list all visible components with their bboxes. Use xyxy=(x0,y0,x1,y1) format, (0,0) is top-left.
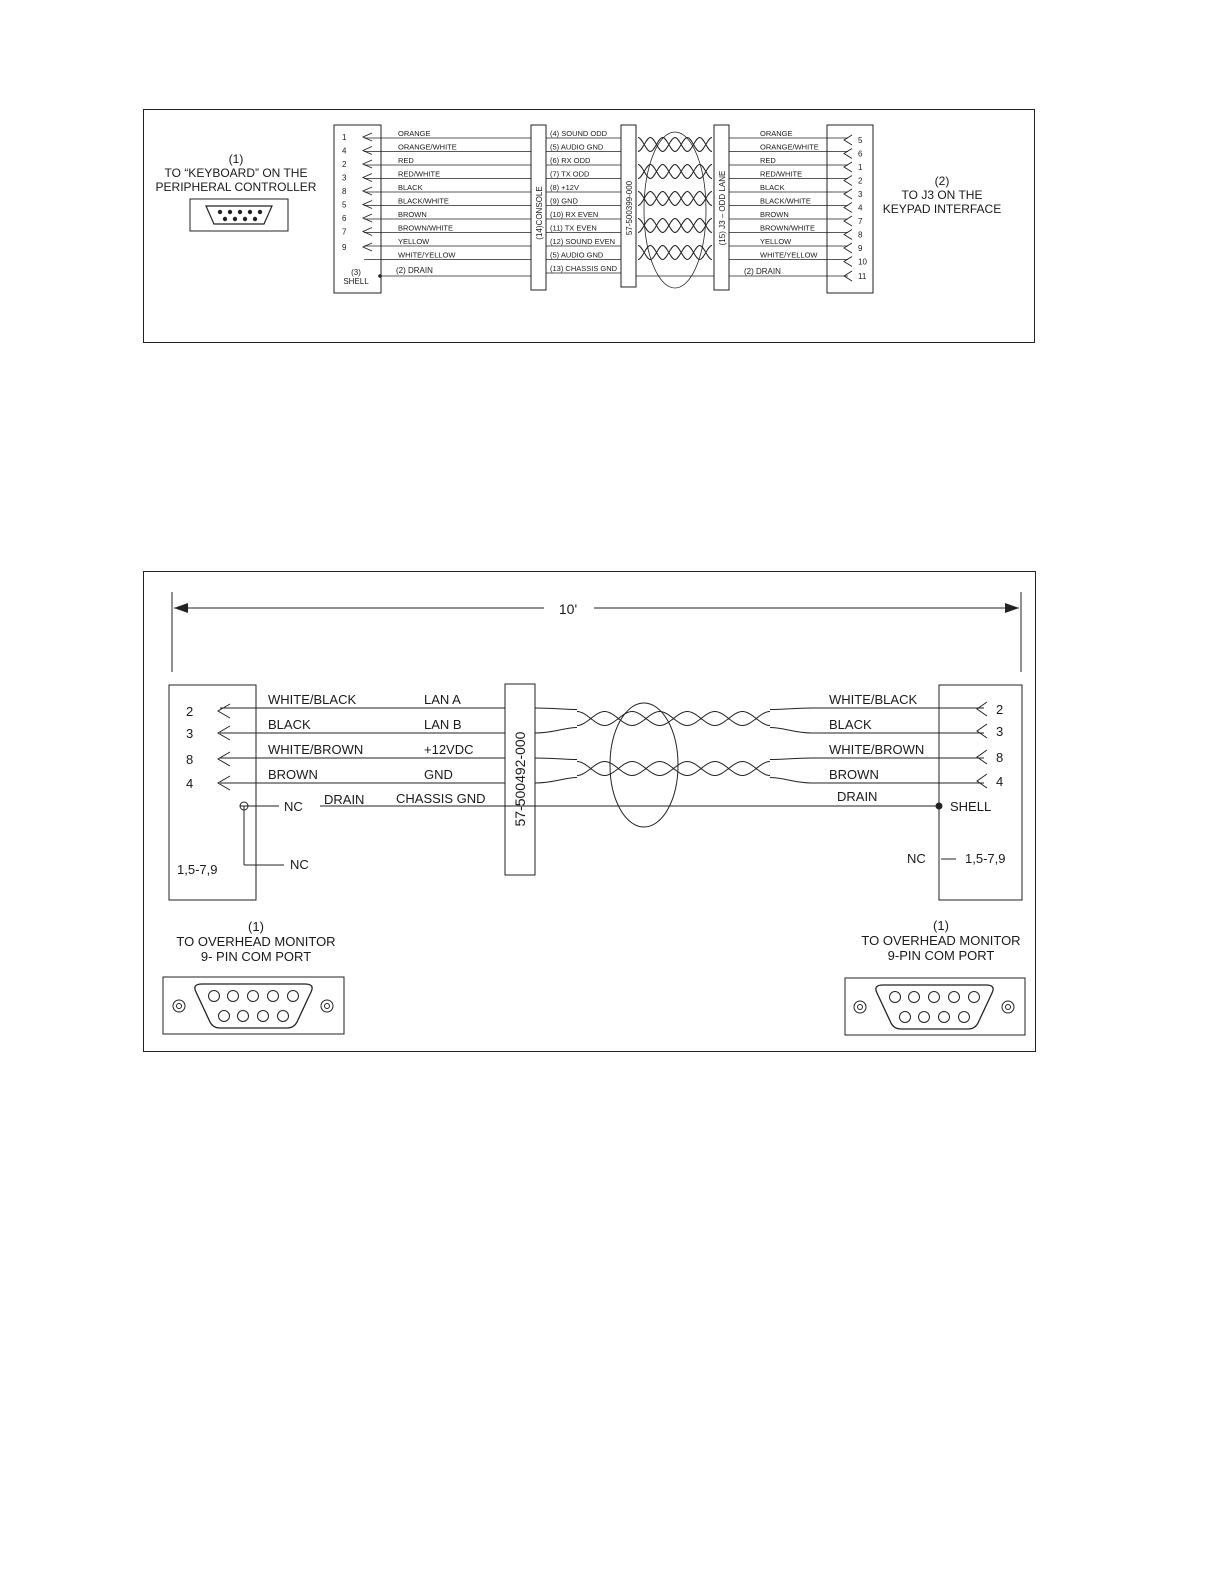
signal-label: (10) RX EVEN xyxy=(550,210,599,219)
lane-label: (15) J3 – ODD LANE xyxy=(718,170,727,246)
right-pin-number: 2 xyxy=(996,702,1004,717)
signal-label: (6) RX ODD xyxy=(550,156,591,165)
pin-arrow-icon xyxy=(363,174,372,182)
shield-ellipse xyxy=(644,132,706,288)
right-pin-number: 6 xyxy=(858,149,863,159)
right-db9-number: (1) xyxy=(933,918,949,933)
pin-arrow-icon xyxy=(977,702,987,716)
right-pin-number: 10 xyxy=(858,257,867,267)
left-db9-connector-icon xyxy=(163,977,344,1034)
twisted-pair xyxy=(577,762,770,776)
right-wire-color-label: BLACK/WHITE xyxy=(760,196,811,206)
pin-arrow-icon xyxy=(844,162,852,172)
pin-arrow-icon xyxy=(218,704,230,718)
pin-arrow-icon xyxy=(844,203,852,213)
twisted-pair xyxy=(638,192,712,206)
right-drain-label: DRAIN xyxy=(837,789,878,804)
left-wire-color-label: RED/WHITE xyxy=(398,169,441,179)
keyboard-cable-schematic xyxy=(144,110,1034,342)
pin-arrow-icon xyxy=(218,752,230,766)
right-connector-label-line1: TO J3 ON THE xyxy=(901,188,983,202)
right-pin-number: 3 xyxy=(996,724,1004,739)
signal-label: +12VDC xyxy=(424,742,474,757)
left-wire-color-label: YELLOW xyxy=(398,237,430,246)
pin-arrow-icon xyxy=(363,201,372,209)
right-wire-color-label: RED xyxy=(760,156,776,165)
pair-lead xyxy=(770,778,812,784)
left-connector-number: (1) xyxy=(228,152,244,166)
left-pin-number: 4 xyxy=(186,776,194,791)
shell-number: (3) xyxy=(351,268,361,277)
left-connector-label-line1: TO “KEYBOARD” ON THE xyxy=(164,166,308,180)
left-pin-number: 3 xyxy=(342,173,347,183)
pair-lead xyxy=(770,728,812,734)
right-db9-label-line1: TO OVERHEAD MONITOR xyxy=(861,933,1021,948)
right-wire-color-label: BROWN xyxy=(760,210,789,219)
left-db9-label-line2: 9- PIN COM PORT xyxy=(200,949,312,964)
shell-label: SHELL xyxy=(950,799,992,814)
overhead-monitor-cable-schematic xyxy=(144,572,1035,1051)
right-wire-color-label: BROWN/WHITE xyxy=(760,223,815,233)
left-wire-color-label: BLACK xyxy=(268,717,311,732)
pair-lead xyxy=(770,708,812,710)
left-pin-number: 8 xyxy=(186,752,194,767)
left-nc-label: NC xyxy=(284,799,303,814)
right-nc-label: NC xyxy=(907,851,926,866)
right-connector-label-line2: KEYPAD INTERFACE xyxy=(882,202,1002,216)
right-pin-number: 4 xyxy=(858,203,863,213)
right-pin-number: 8 xyxy=(996,750,1004,765)
left-wire-color-label: BLACK/WHITE xyxy=(398,196,449,206)
left-pin-number: 2 xyxy=(186,704,194,719)
right-wire-color-label: WHITE/BLACK xyxy=(829,692,918,707)
pair-lead xyxy=(535,728,577,734)
left-wire-color-label: WHITE/BLACK xyxy=(268,692,357,707)
right-arrow-icon xyxy=(1005,603,1019,613)
part-number-label: 57-500492-000 xyxy=(512,731,528,827)
chassis-gnd-label: CHASSIS GND xyxy=(396,791,486,806)
pin-arrow-icon xyxy=(363,147,372,155)
right-pin-number: 2 xyxy=(858,176,863,186)
signal-label: (4) SOUND ODD xyxy=(550,129,608,138)
signal-label: GND xyxy=(424,767,453,782)
right-wire-color-label: BLACK xyxy=(760,183,785,192)
left-wire-color-label: BROWN xyxy=(398,210,427,219)
right-drain-label: (2) DRAIN xyxy=(744,267,781,276)
pin-arrow-icon xyxy=(363,228,372,236)
pin-arrow-icon xyxy=(844,243,852,253)
pin-arrow-icon xyxy=(844,216,852,226)
right-wire-color-label: ORANGE xyxy=(760,129,793,138)
pin-arrow-icon xyxy=(844,257,852,267)
signal-label: (13) CHASSIS GND xyxy=(550,264,618,273)
left-wire-color-label: WHITE/BROWN xyxy=(268,742,364,757)
right-wire-color-label: RED/WHITE xyxy=(760,169,803,179)
right-wire-color-label: BLACK xyxy=(829,717,872,732)
left-pin-number: 4 xyxy=(342,146,347,156)
pin-arrow-icon xyxy=(977,724,987,738)
right-connector-block xyxy=(939,685,1022,900)
right-pin-number: 1 xyxy=(858,163,863,172)
left-pin-number: 5 xyxy=(342,200,347,210)
left-pin-number: 7 xyxy=(342,227,347,237)
right-wire-color-label: ORANGE/WHITE xyxy=(760,142,819,152)
signal-label: LAN A xyxy=(424,692,461,707)
right-db9-label-line2: 9-PIN COM PORT xyxy=(887,948,995,963)
left-pin-number: 9 xyxy=(342,243,347,252)
left-pin-number: 8 xyxy=(342,187,347,196)
right-pin-number: 5 xyxy=(858,136,863,145)
signal-label: (9) GND xyxy=(550,196,578,206)
signal-label: (11) TX EVEN xyxy=(550,223,597,233)
signal-label: (5) AUDIO GND xyxy=(550,142,604,152)
twisted-pair xyxy=(638,219,712,233)
pair-lead xyxy=(535,778,577,784)
right-pin-number: 4 xyxy=(996,774,1004,789)
length-label: 10' xyxy=(558,601,578,617)
pin-arrow-icon xyxy=(977,774,987,788)
pin-arrow-icon xyxy=(844,176,852,186)
shell-label: SHELL xyxy=(343,277,369,286)
twisted-pair xyxy=(638,138,712,152)
pin-arrow-icon xyxy=(363,243,372,251)
overhead-monitor-cable-diagram xyxy=(143,571,1036,1052)
pin-arrow-icon xyxy=(844,149,852,159)
right-pin-number: 9 xyxy=(858,244,863,253)
pin-arrow-icon xyxy=(363,214,372,222)
left-wire-color-label: RED xyxy=(398,156,414,165)
pin-arrow-icon xyxy=(844,189,852,199)
right-wire-color-label: WHITE/BROWN xyxy=(829,742,925,757)
pair-lead xyxy=(535,758,577,760)
db9-connector-icon xyxy=(190,199,288,231)
left-drain-label: DRAIN xyxy=(324,792,365,807)
twisted-pair xyxy=(577,712,770,726)
left-wire-color-label: ORANGE/WHITE xyxy=(398,142,457,152)
left-db9-number: (1) xyxy=(248,919,264,934)
pin-arrow-icon xyxy=(844,230,852,240)
pin-arrow-icon xyxy=(363,133,372,141)
left-wire-color-label: BROWN xyxy=(268,767,318,782)
signal-label: (5) AUDIO GND xyxy=(550,250,604,260)
left-db9-label-line1: TO OVERHEAD MONITOR xyxy=(176,934,336,949)
left-connector-label-line2: PERIPHERAL CONTROLLER xyxy=(155,180,317,194)
left-pin-number: 3 xyxy=(186,726,194,741)
right-wire-color-label: YELLOW xyxy=(760,237,792,246)
left-wire-color-label: WHITE/YELLOW xyxy=(398,250,456,260)
pair-lead xyxy=(770,758,812,760)
right-wire-color-label: WHITE/YELLOW xyxy=(760,250,818,260)
right-connector-number: (2) xyxy=(934,174,950,188)
signal-label: LAN B xyxy=(424,717,462,732)
right-shell-node xyxy=(936,803,943,810)
right-pin-number: 7 xyxy=(858,217,863,226)
left-nc-label-2: NC xyxy=(290,857,309,872)
signal-label: (8) +12V xyxy=(550,183,579,192)
left-drain-label: (2) DRAIN xyxy=(396,266,433,275)
pair-lead xyxy=(535,708,577,710)
length-dimension xyxy=(172,592,1021,672)
right-wire-color-label: BROWN xyxy=(829,767,879,782)
pin-arrow-icon xyxy=(363,187,372,195)
right-other-pins: 1,5-7,9 xyxy=(965,851,1006,866)
left-pin-number: 6 xyxy=(342,214,347,223)
left-other-pins: 1,5-7,9 xyxy=(177,862,218,877)
pin-arrow-icon xyxy=(844,135,852,145)
right-db9-connector-icon xyxy=(845,978,1025,1035)
signal-label: (12) SOUND EVEN xyxy=(550,237,616,246)
keyboard-cable-diagram xyxy=(143,109,1035,343)
console-label: (14)CONSOLE xyxy=(535,186,544,240)
left-pin-number: 2 xyxy=(342,160,347,169)
left-wire-color-label: BROWN/WHITE xyxy=(398,223,453,233)
left-pin-number: 1 xyxy=(342,133,347,142)
right-pin-number: 3 xyxy=(858,190,863,199)
right-pin-number: 8 xyxy=(858,230,863,240)
left-wire-color-label: BLACK xyxy=(398,183,423,192)
pin-arrow-icon xyxy=(363,160,372,168)
part-number-label: 57-500399-000 xyxy=(625,180,634,236)
left-wire-color-label: ORANGE xyxy=(398,129,431,138)
signal-label: (7) TX ODD xyxy=(550,169,590,179)
left-arrow-icon xyxy=(174,603,188,613)
pin-arrow-icon xyxy=(977,750,987,764)
right-pin-number: 11 xyxy=(858,272,867,281)
